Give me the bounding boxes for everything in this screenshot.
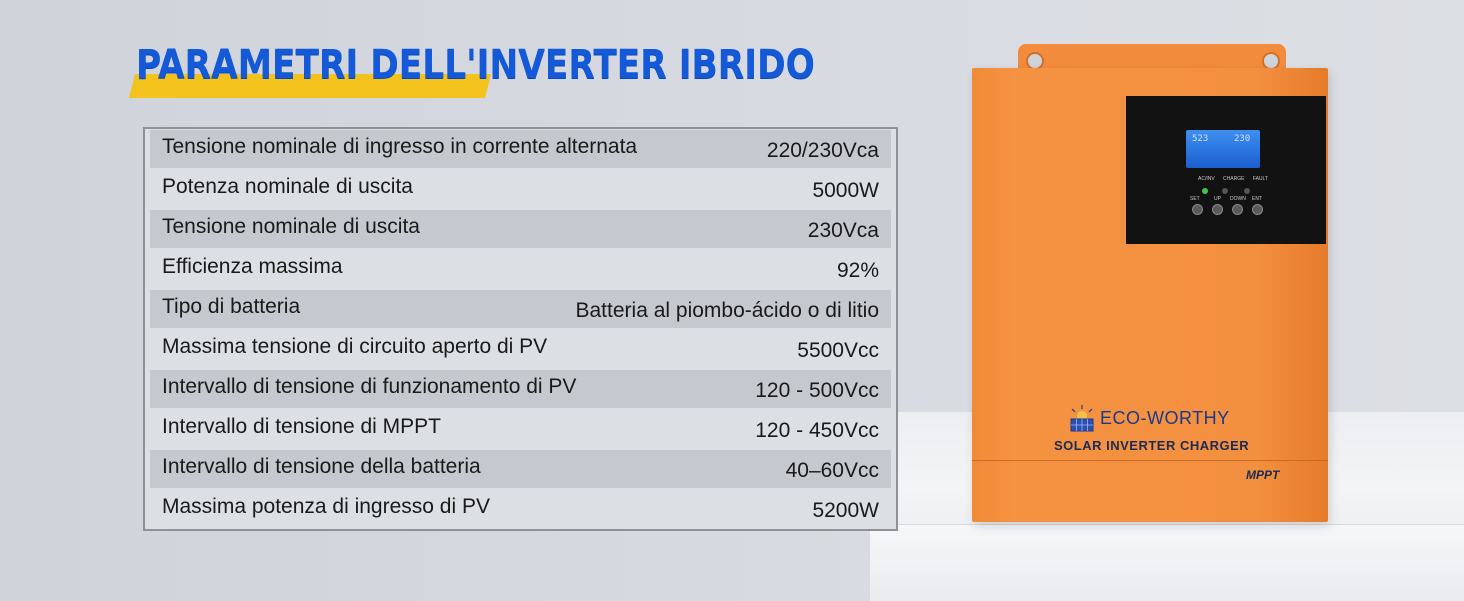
spec-value: 120 - 500Vcc [755,379,879,402]
spec-row [150,290,891,328]
brand-name: ECO-WORTHY [1100,407,1230,428]
spec-label: Intervallo di tensione di funzionamento di PV [162,375,577,398]
button-label: UP [1214,196,1221,202]
spec-label: Tensione nominale di ingresso in corrente alternata [162,135,638,158]
charge-led-icon [1222,188,1228,194]
product-subtitle: SOLAR INVERTER CHARGER [1054,438,1250,453]
spec-value: 92% [836,259,879,282]
lcd-right-value: 230 [1234,134,1251,144]
spec-row [150,170,891,208]
spec-label: Tipo di batteria [162,295,301,318]
spec-label: Massima tensione di circuito aperto di PV [162,335,548,358]
solar-panel-icon [1068,404,1096,432]
spec-row [150,330,891,368]
spec-value: 220/230Vca [766,139,879,162]
shelf-surface [870,524,1464,601]
spec-row [150,250,891,288]
inverter-body [972,68,1328,522]
enter-button [1252,204,1263,215]
spec-row [150,490,891,528]
spec-label: Potenza nominale di uscita [162,175,413,198]
button-label: ENT [1252,196,1262,202]
down-button [1232,204,1243,215]
mppt-badge: MPPT [1246,468,1280,482]
page-title: PARAMETRI DELL'INVERTER IBRIDO [136,42,815,88]
spec-value: 5000W [812,179,879,202]
spec-value: 230Vca [807,219,879,242]
spec-label: Intervallo di tensione di MPPT [162,415,441,438]
heading-block [132,40,832,106]
lcd-display [1186,130,1260,168]
inverter-device [972,44,1328,522]
spec-value: 5200W [812,499,879,522]
spec-row [150,450,891,488]
spec-value: Batteria al piombo-ácido o di litio [575,299,879,322]
button-label: SET [1190,196,1200,202]
brand-logo [1068,404,1230,432]
spec-label: Tensione nominale di uscita [162,215,420,238]
up-button [1212,204,1223,215]
lcd-left-value: 523 [1192,134,1209,144]
button-label: DOWN [1230,196,1246,202]
indicator-label: CHARGE [1223,176,1245,182]
fault-led-icon [1244,188,1250,194]
indicator-label: AC/INV [1198,176,1215,182]
spec-table [143,127,898,531]
spec-label: Intervallo di tensione della batteria [162,455,481,478]
spec-row [150,130,891,168]
control-panel [1126,96,1326,244]
spec-value: 120 - 450Vcc [755,419,879,442]
spec-row [150,370,891,408]
indicator-labels [1198,176,1268,182]
set-button [1192,204,1203,215]
spec-value: 40–60Vcc [785,459,879,482]
spec-row [150,210,891,248]
spec-row [150,410,891,448]
panel-seam [972,460,1328,461]
indicator-label: FAULT [1252,176,1268,182]
spec-label: Efficienza massima [162,255,343,278]
spec-value: 5500Vcc [797,339,879,362]
spec-label: Massima potenza di ingresso di PV [162,495,490,518]
ac-led-icon [1202,188,1208,194]
